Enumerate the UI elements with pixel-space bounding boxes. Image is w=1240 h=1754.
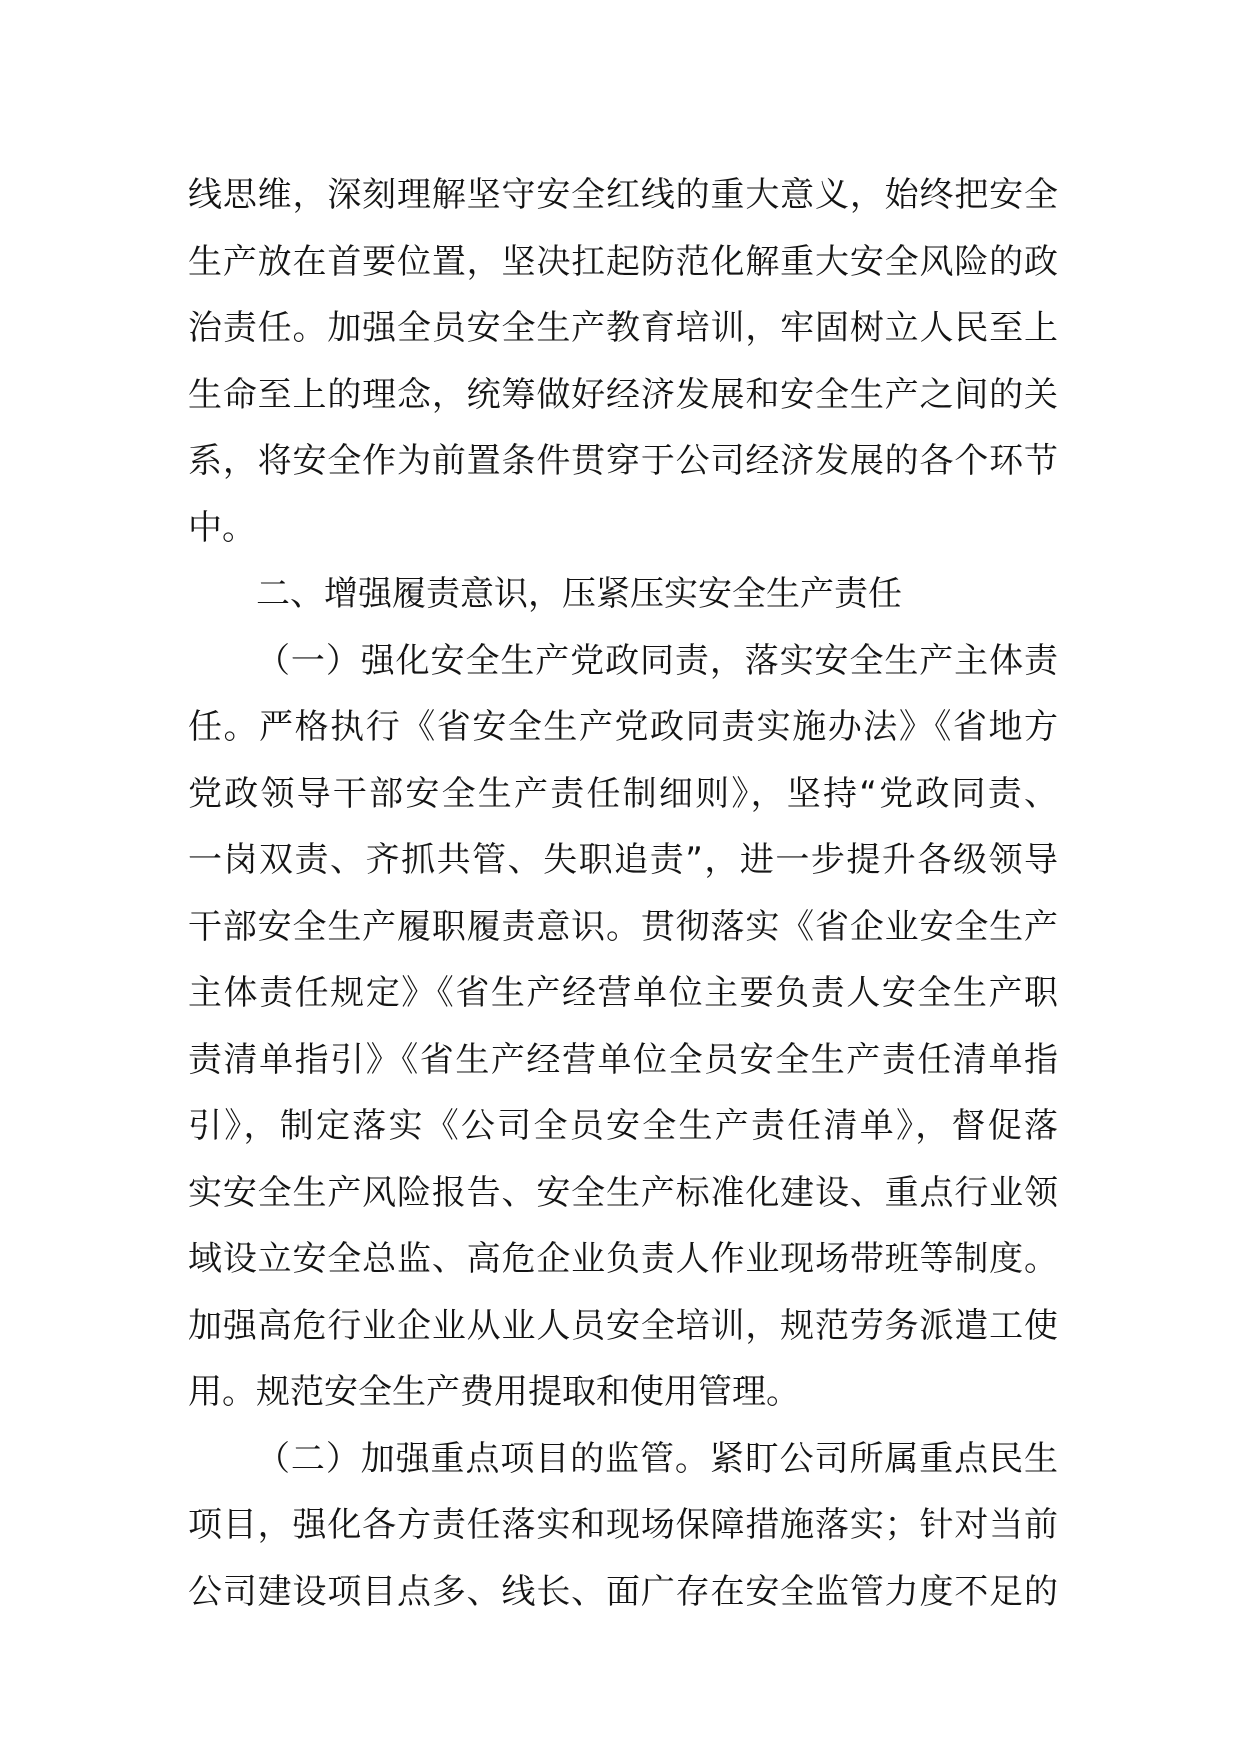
- paragraph-line: 生产放在首要位置，坚决扛起防范化解重大安全风险的政: [188, 241, 1058, 282]
- paragraph-line: 实安全生产风险报告、安全生产标准化建设、重点行业领: [188, 1172, 1058, 1213]
- paragraph-line: （二）加强重点项目的监管。紧盯公司所属重点民生: [256, 1438, 1058, 1479]
- paragraph-line: 引》，制定落实《公司全员安全生产责任清单》，督促落: [188, 1106, 1058, 1146]
- paragraph-line: 任。严格执行《省安全生产党政同责实施办法》《省地方: [188, 707, 1058, 747]
- paragraph-line: 系，将安全作为前置条件贯穿于公司经济发展的各个环节: [188, 441, 1058, 481]
- paragraph-line: 域设立安全总监、高危企业负责人作业现场带班等制度。: [188, 1239, 1058, 1279]
- paragraph-line: 责清单指引》《省生产经营单位全员安全生产责任清单指: [188, 1039, 1058, 1080]
- document-body: [188, 162, 1058, 1625]
- paragraph-line: 干部安全生产履职履责意识。贯彻落实《省企业安全生产: [188, 906, 1058, 947]
- section-heading: 二、增强履责意识，压紧压实安全生产责任: [256, 574, 902, 614]
- paragraph-line: 党政领导干部安全生产责任制细则》，坚持“党政同责、: [188, 773, 1058, 814]
- paragraph-line: （一）强化安全生产党政同责，落实安全生产主体责: [256, 640, 1058, 681]
- paragraph-line: 生命至上的理念，统筹做好经济发展和安全生产之间的关: [188, 374, 1058, 415]
- paragraph-line: 公司建设项目点多、线长、面广存在安全监管力度不足的: [188, 1571, 1058, 1612]
- paragraph-line: 线思维，深刻理解坚守安全红线的重大意义，始终把安全: [188, 175, 1058, 215]
- paragraph-line: 用。规范安全生产费用提取和使用管理。: [188, 1372, 800, 1412]
- paragraph-line: 加强高危行业企业从业人员安全培训，规范劳务派遣工使: [188, 1305, 1058, 1346]
- paragraph-line: 主体责任规定》《省生产经营单位主要负责人安全生产职: [188, 973, 1058, 1013]
- paragraph-line: 治责任。加强全员安全生产教育培训，牢固树立人民至上: [188, 308, 1058, 348]
- paragraph-line: 中。: [188, 507, 256, 548]
- paragraph-line: 项目，强化各方责任落实和现场保障措施落实；针对当前: [188, 1505, 1058, 1545]
- paragraph-line: 一岗双责、齐抓共管、失职追责”，进一步提升各级领导: [188, 840, 1058, 880]
